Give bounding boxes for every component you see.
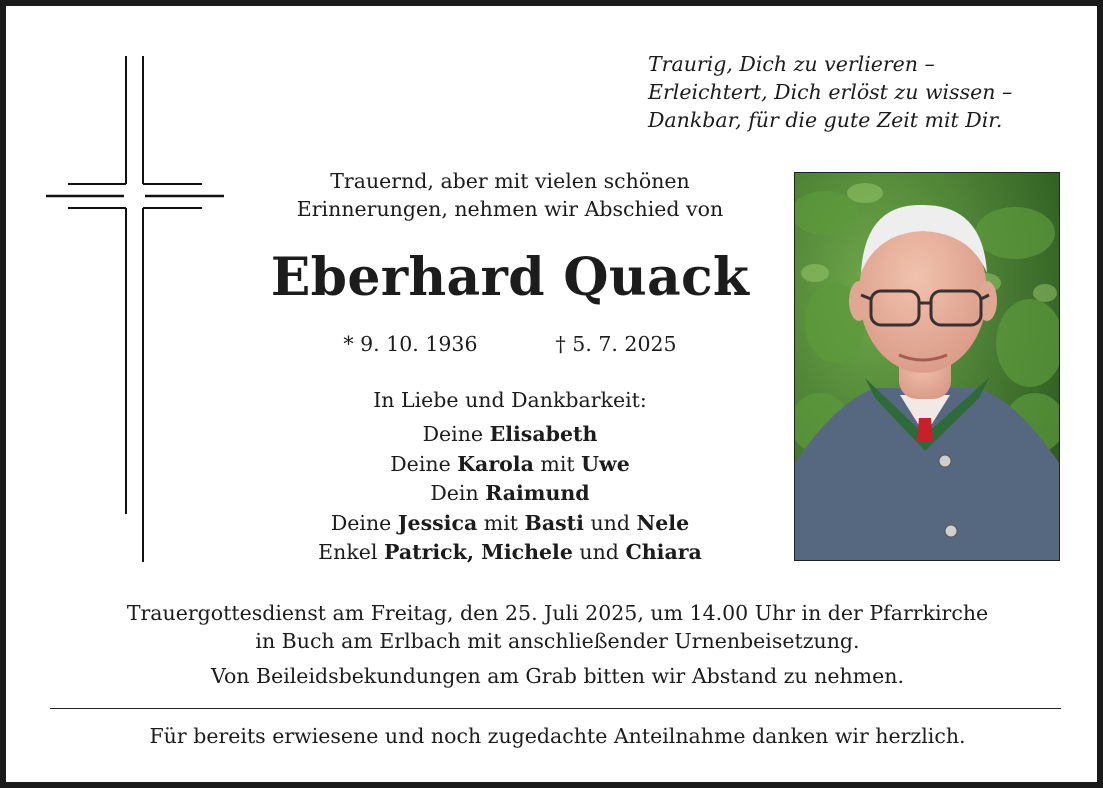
service-line-2: in Buch am Erlbach mit anschließender Urnenbeisetzung. xyxy=(255,629,860,653)
death-date: † 5. 7. 2025 xyxy=(555,332,677,356)
quote-line-1: Traurig, Dich zu verlieren – xyxy=(648,52,935,76)
thanks-text: Für bereits erwiesene und noch zugedachte Anteilnahme danken wir herzlich. xyxy=(149,724,966,748)
intro-line-1: Trauernd, aber mit vielen schönen xyxy=(330,169,690,193)
family-text: Deine xyxy=(422,422,490,446)
family-line xyxy=(250,509,770,539)
divider xyxy=(50,708,1061,709)
quote-line-2: Erleichtert, Dich erlöst zu wissen – xyxy=(648,80,1013,104)
portrait-photo xyxy=(794,172,1060,561)
intro-text xyxy=(250,167,770,223)
memorial-quote xyxy=(648,50,1088,134)
family-line xyxy=(250,538,770,568)
family-text: mit xyxy=(533,451,582,476)
family-member: Chiara xyxy=(625,540,702,564)
portrait-illustration xyxy=(795,173,1059,560)
life-dates xyxy=(250,330,770,358)
family-member: Karola xyxy=(457,451,534,476)
condolence-request: Von Beileidsbekundungen am Grab bitten wir Abstand zu nehmen. xyxy=(211,664,904,688)
quote-line-3: Dankbar, für die gute Zeit mit Dir. xyxy=(648,108,1003,132)
family-member: Elisabeth xyxy=(489,422,598,446)
family-text: und xyxy=(583,510,637,535)
birth-date: * 9. 10. 1936 xyxy=(343,332,478,356)
family-text: und xyxy=(572,540,626,564)
cross-icon xyxy=(44,56,226,562)
family-line xyxy=(250,450,770,480)
family-member: Raimund xyxy=(485,481,590,505)
family-line xyxy=(250,479,770,509)
family-member: Nele xyxy=(636,510,690,535)
family-text: Enkel xyxy=(318,540,384,564)
family-heading: In Liebe und Dankbarkeit: xyxy=(373,388,647,412)
family-member: Jessica xyxy=(397,510,478,535)
family-text: mit xyxy=(477,510,525,535)
family-list xyxy=(250,420,770,568)
intro-line-2: Erinnerungen, nehmen wir Abschied von xyxy=(296,197,724,221)
family-line xyxy=(250,420,770,450)
family-member: Basti xyxy=(524,510,584,535)
service-line-1: Trauergottesdienst am Freitag, den 25. Juli 2025, um 14.00 Uhr in der Pfarrkirche xyxy=(126,601,989,625)
family-member: Patrick, Michele xyxy=(383,540,573,564)
deceased-name: Eberhard Quack xyxy=(270,247,750,308)
family-text: Dein xyxy=(430,481,486,505)
family-text: Deine xyxy=(390,451,458,476)
service-info xyxy=(12,599,1103,655)
family-member: Uwe xyxy=(581,451,630,476)
family-text: Deine xyxy=(330,510,398,535)
